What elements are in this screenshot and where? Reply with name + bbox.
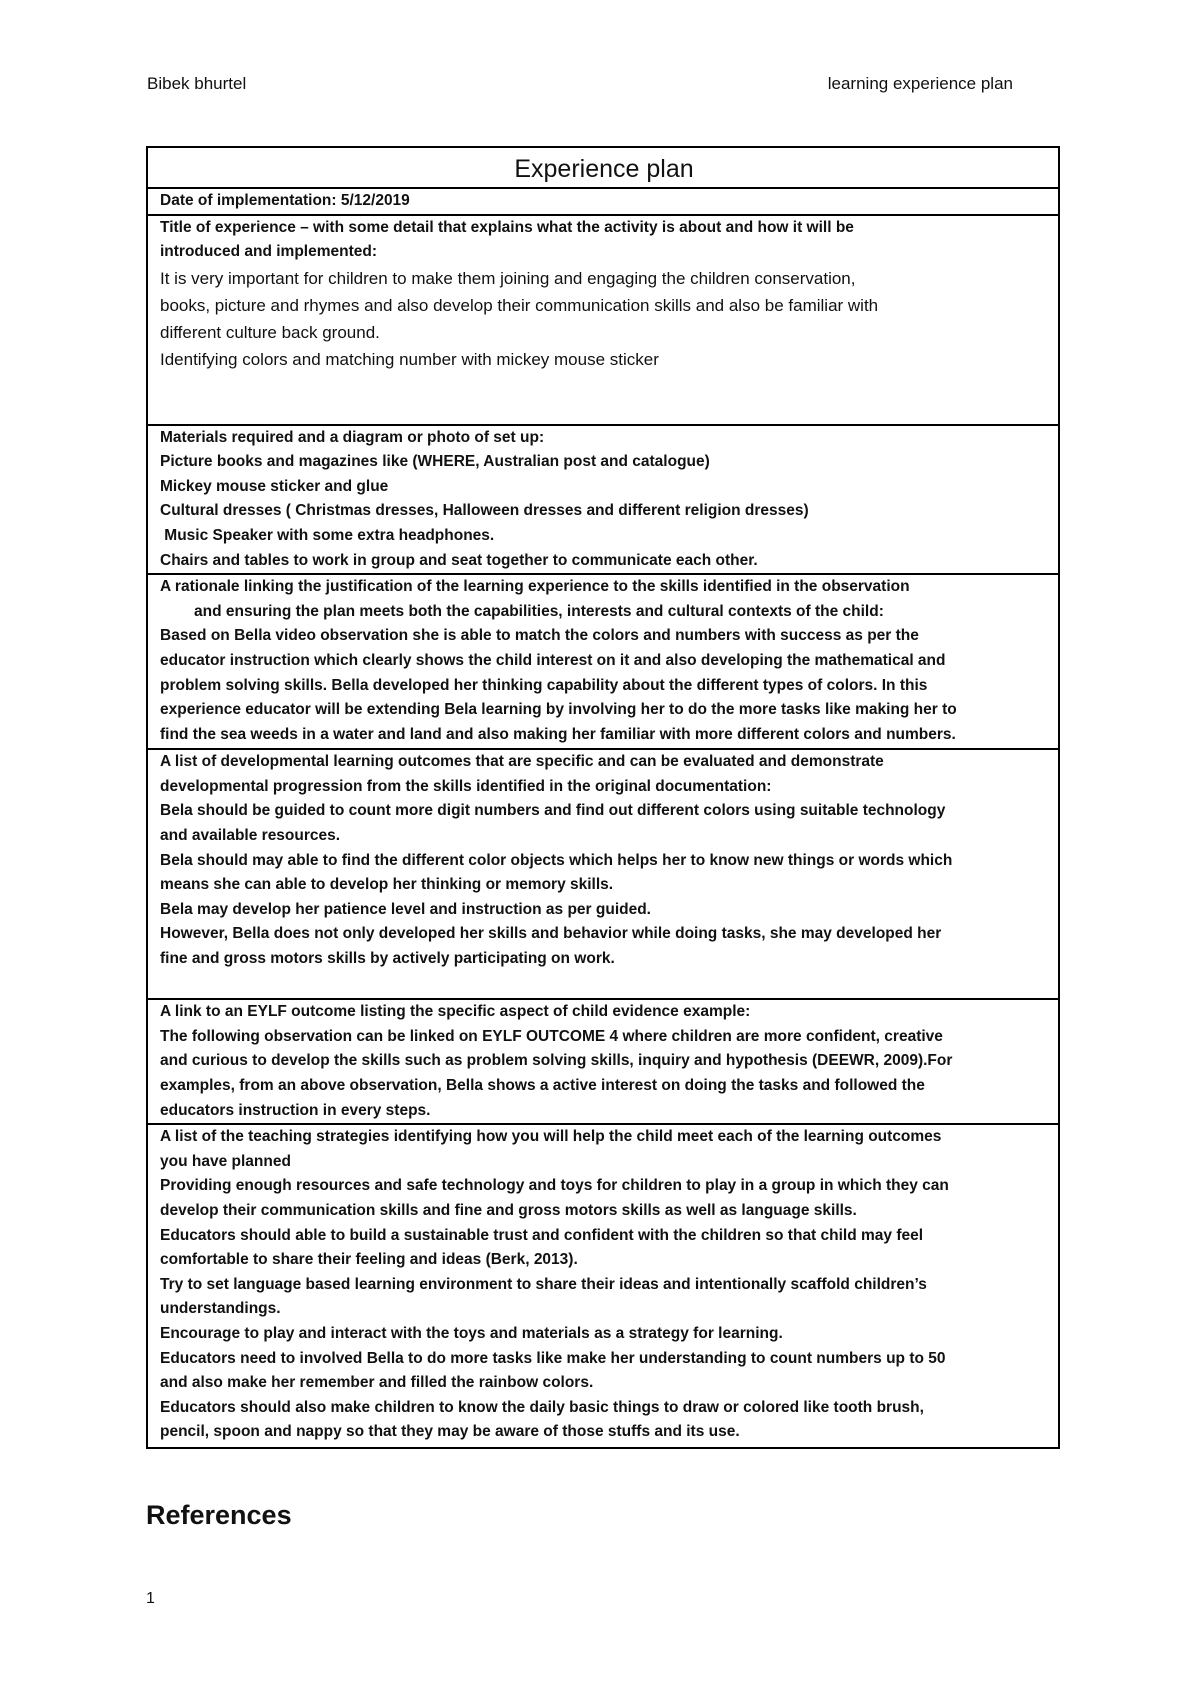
references-heading: References: [146, 1500, 292, 1530]
experience-body-line: different culture back ground.: [160, 322, 380, 342]
teaching-strategies-cell: [147, 1124, 1059, 1448]
rationale-body-line: find the sea weeds in a water and land and also making her familiar with more different colors and numbers.: [160, 725, 956, 743]
experience-heading-line-2: introduced and implemented:: [160, 243, 378, 261]
rationale-body-line: experience educator will be extending Bela learning by involving her to do the more tasks like making her to: [160, 701, 957, 719]
table-row: [147, 1124, 1059, 1448]
materials-item: Mickey mouse sticker and glue: [160, 477, 389, 495]
strategies-heading-line-2: you have planned: [160, 1152, 291, 1170]
strategies-heading-line-1: A list of the teaching strategies identifying how you will help the child meet each of the learning outcomes: [160, 1128, 942, 1146]
materials-item: Cultural dresses ( Christmas dresses, Halloween dresses and different religion dresses): [160, 502, 809, 520]
eylf-body-line: The following observation can be linked on EYLF OUTCOME 4 where children are more confident, creative: [160, 1027, 943, 1045]
strategies-body-line: and also make her remember and filled the rainbow colors.: [160, 1374, 594, 1392]
materials-item: Chairs and tables to work in group and seat together to communicate each other.: [160, 551, 758, 569]
outcomes-body-line: means she can able to develop her thinking or memory skills.: [160, 876, 614, 894]
table-row: [147, 215, 1059, 425]
materials-item: Picture books and magazines like (WHERE, Australian post and catalogue): [160, 453, 710, 471]
header-document-title: learning experience plan: [827, 74, 1013, 93]
strategies-body-line: pencil, spoon and nappy so that they may be aware of those stuffs and its use.: [160, 1423, 740, 1441]
outcomes-body-line: However, Bella does not only developed her skills and behavior while doing tasks, she may developed her: [160, 925, 942, 943]
table-row: [147, 147, 1059, 188]
experience-body-line: Identifying colors and matching number with mickey mouse sticker: [160, 349, 659, 369]
rationale-body-line: educator instruction which clearly shows the child interest on it and also developing the mathematical and: [160, 651, 946, 669]
eylf-body-line: and curious to develop the skills such as problem solving skills, inquiry and hypothesis (DEEWR, 2009).For: [160, 1052, 953, 1070]
strategies-body-line: develop their communication skills and fine and gross motors skills as well as language skills.: [160, 1201, 857, 1219]
header-author: Bibek bhurtel: [147, 74, 247, 93]
strategies-body-line: Encourage to play and interact with the toys and materials as a strategy for learning.: [160, 1324, 783, 1342]
experience-body-line: It is very important for children to make them joining and engaging the children conservation,: [160, 268, 856, 288]
title-of-experience-cell: [147, 215, 1059, 425]
eylf-body-line: educators instruction in every steps.: [160, 1101, 431, 1119]
table-row: [147, 188, 1059, 215]
rationale-body-line: Based on Bella video observation she is able to match the colors and numbers with success as per the: [160, 627, 919, 645]
outcomes-body-line: and available resources.: [160, 826, 341, 844]
table-row: [147, 999, 1059, 1124]
table-row: [147, 574, 1059, 749]
strategies-body-line: understandings.: [160, 1300, 281, 1318]
outcomes-body-line: Bela should be guided to count more digit numbers and find out different colors using suitable technology: [160, 802, 946, 820]
materials-heading: Materials required and a diagram or photo of set up:: [160, 428, 545, 446]
outcomes-heading-line-2: developmental progression from the skills identified in the original documentation:: [160, 777, 772, 795]
strategies-body-line: Educators need to involved Bella to do more tasks like make her understanding to count numbers up to 50: [160, 1349, 946, 1367]
rationale-cell: [147, 574, 1059, 749]
page-number: 1: [146, 1590, 155, 1607]
experience-body-line: books, picture and rhymes and also develop their communication skills and also be familiar with: [160, 295, 879, 315]
strategies-body-line: comfortable to share their feeling and ideas (Berk, 2013).: [160, 1251, 578, 1269]
materials-cell: [147, 425, 1059, 575]
outcomes-heading-line-1: A list of developmental learning outcomes that are specific and can be evaluated and demonstrate: [160, 753, 884, 771]
strategies-body-line: Providing enough resources and safe technology and toys for children to play in a group in which they can: [160, 1177, 949, 1195]
rationale-heading-line-1: A rationale linking the justification of the learning experience to the skills identified in the observation: [160, 578, 910, 596]
eylf-body-line: examples, from an above observation, Bella shows a active interest on doing the tasks and followed the: [160, 1076, 925, 1094]
table-row: [147, 425, 1059, 575]
outcomes-body-line: Bela may develop her patience level and instruction as per guided.: [160, 900, 651, 918]
experience-plan-table: [146, 146, 1060, 1449]
outcomes-body-line: fine and gross motors skills by actively participating on work.: [160, 949, 615, 967]
table-row: [147, 749, 1059, 999]
materials-item: Music Speaker with some extra headphones.: [160, 526, 495, 544]
strategies-body-line: Educators should also make children to know the daily basic things to draw or colored like tooth brush,: [160, 1398, 924, 1416]
eylf-heading: A link to an EYLF outcome listing the specific aspect of child evidence example:: [160, 1003, 751, 1021]
strategies-body-line: Try to set language based learning environment to share their ideas and intentionally scaffold children’s: [160, 1275, 927, 1293]
plan-title: Experience plan: [147, 147, 1059, 188]
page-header: [147, 74, 1013, 98]
experience-heading-line-1: Title of experience – with some detail that explains what the activity is about and how it will be: [160, 218, 854, 236]
learning-outcomes-cell: [147, 749, 1059, 999]
eylf-link-cell: [147, 999, 1059, 1124]
rationale-heading-line-2: and ensuring the plan meets both the capabilities, interests and cultural contexts of the child:: [194, 602, 884, 620]
date-of-implementation: Date of implementation: 5/12/2019: [147, 188, 1059, 215]
rationale-body-line: problem solving skills. Bella developed her thinking capability about the different types of colors. In this: [160, 676, 928, 694]
strategies-body-line: Educators should able to build a sustainable trust and confident with the children so that child may feel: [160, 1226, 924, 1244]
outcomes-body-line: Bela should may able to find the different color objects which helps her to know new things or words which: [160, 851, 953, 869]
